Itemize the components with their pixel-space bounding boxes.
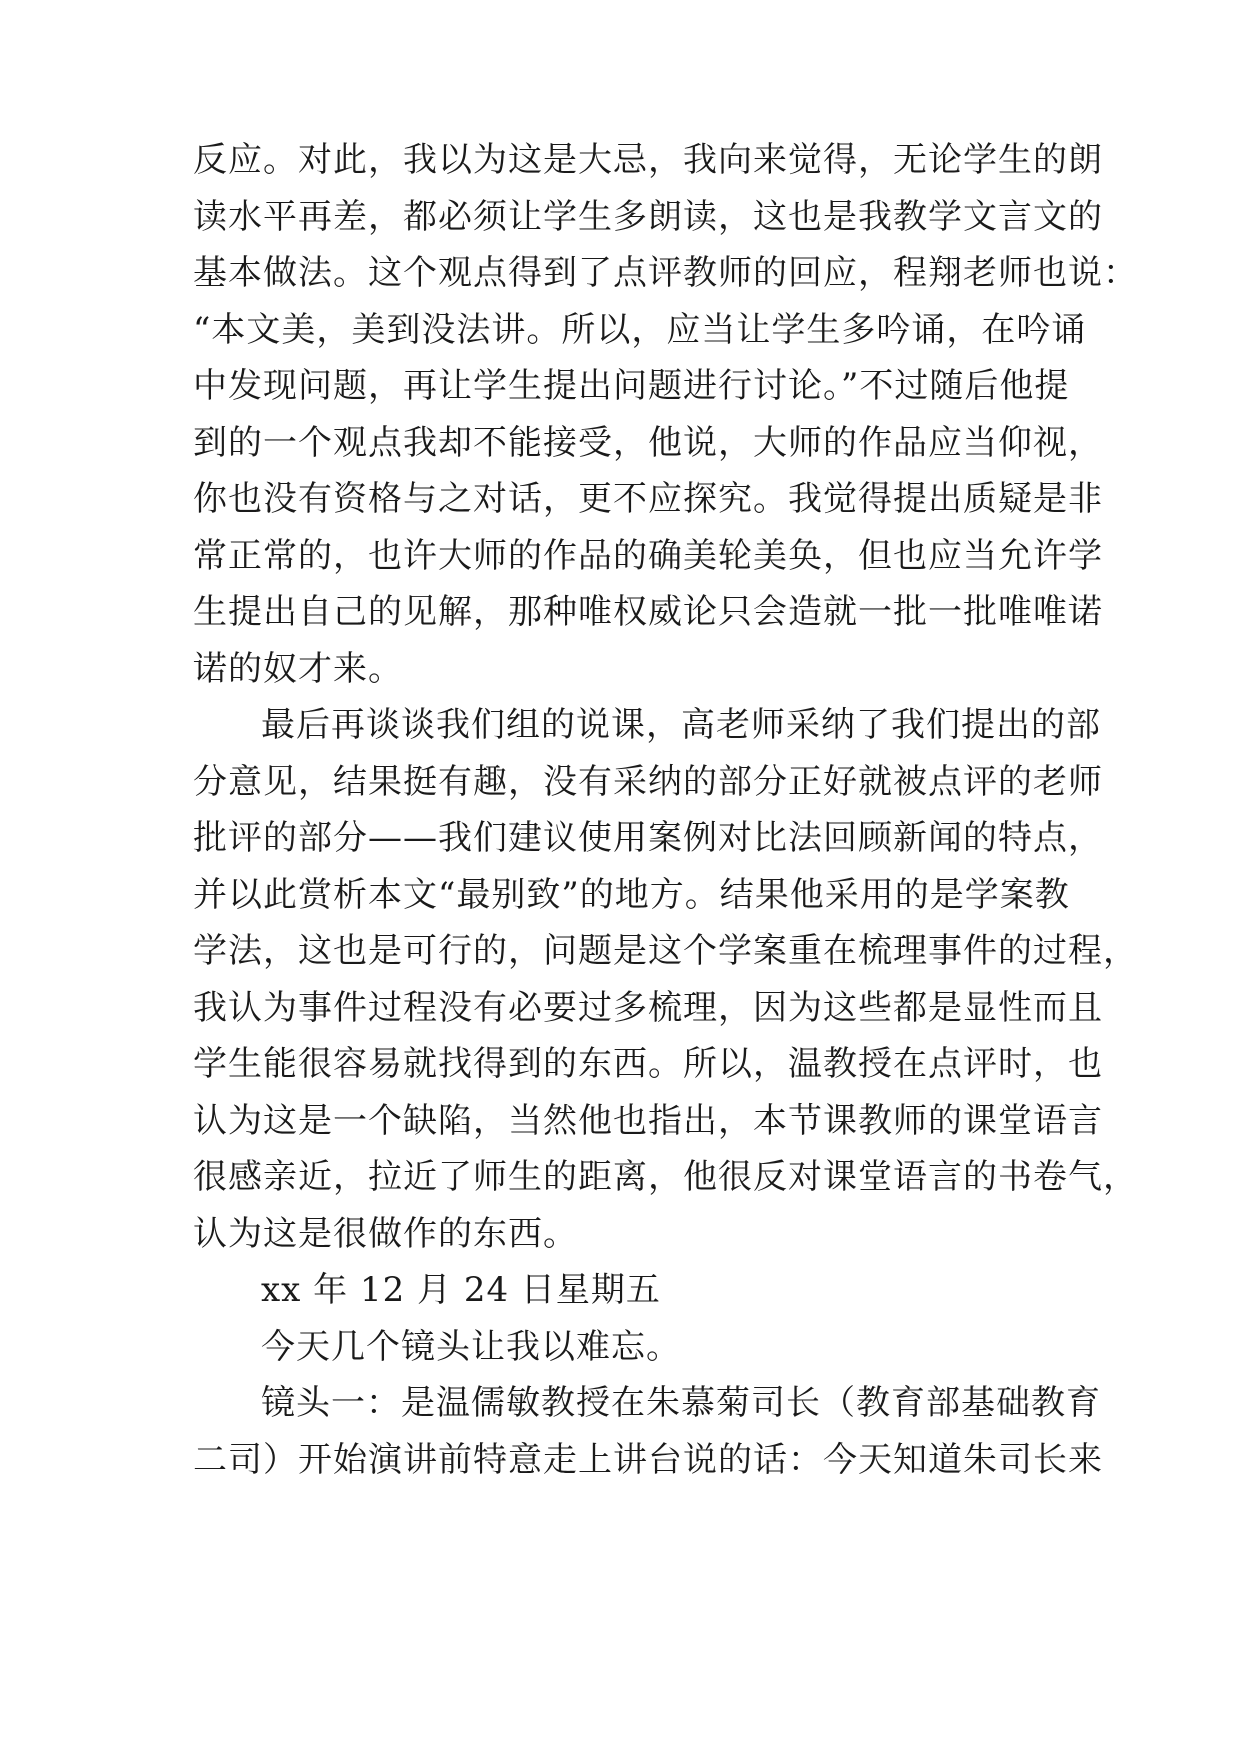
- text-line: 到的一个观点我却不能接受，他说，大师的作品应当仰视，: [193, 423, 1103, 463]
- text-line: 读水平再差，都必须让学生多朗读，这也是我教学文言文的: [193, 197, 1103, 237]
- text-line: 分意见，结果挺有趣，没有采纳的部分正好就被点评的老师: [193, 762, 1103, 802]
- text-line: 学法，这也是可行的，问题是这个学案重在梳理事件的过程，: [193, 931, 1138, 971]
- text-line: 并以此赏析本文“最别致”的地方。结果他采用的是学案教: [193, 875, 1070, 915]
- text-line: 基本做法。这个观点得到了点评教师的回应，程翔老师也说：: [193, 253, 1138, 293]
- text-line: 常正常的，也许大师的作品的确美轮美奂，但也应当允许学: [193, 536, 1103, 576]
- text-line: 诺的奴才来。: [193, 649, 403, 689]
- text-line: 二司）开始演讲前特意走上讲台说的话：今天知道朱司长来: [193, 1440, 1103, 1480]
- text-line: 最后再谈谈我们组的说课，高老师采纳了我们提出的部: [261, 705, 1101, 745]
- text-line: 镜头一：是温儒敏教授在朱慕菊司长（教育部基础教育: [261, 1383, 1101, 1423]
- text-line: 中发现问题，再让学生提出问题进行讨论。”不过随后他提: [193, 366, 1070, 406]
- text-line: “本文美，美到没法讲。所以，应当让学生多吟诵，在吟诵: [193, 310, 1087, 350]
- date-line: xx 年 12 月 24 日星期五: [261, 1270, 661, 1310]
- text-line: 反应。对此，我以为这是大忌，我向来觉得，无论学生的朗: [193, 140, 1103, 180]
- text-line: 认为这是很做作的东西。: [193, 1214, 578, 1254]
- text-line: 你也没有资格与之对话，更不应探究。我觉得提出质疑是非: [193, 479, 1103, 519]
- text-line: 很感亲近，拉近了师生的距离，他很反对课堂语言的书卷气，: [193, 1157, 1138, 1197]
- text-line: 我认为事件过程没有必要过多梳理，因为这些都是显性而且: [193, 988, 1103, 1028]
- text-line: 认为这是一个缺陷，当然他也指出，本节课教师的课堂语言: [193, 1101, 1103, 1141]
- text-line: 批评的部分——我们建议使用案例对比法回顾新闻的特点，: [193, 818, 1103, 858]
- text-line: 生提出自己的见解，那种唯权威论只会造就一批一批唯唯诺: [193, 592, 1103, 632]
- text-line: 学生能很容易就找得到的东西。所以，温教授在点评时，也: [193, 1044, 1103, 1084]
- text-line: 今天几个镜头让我以难忘。: [261, 1327, 681, 1367]
